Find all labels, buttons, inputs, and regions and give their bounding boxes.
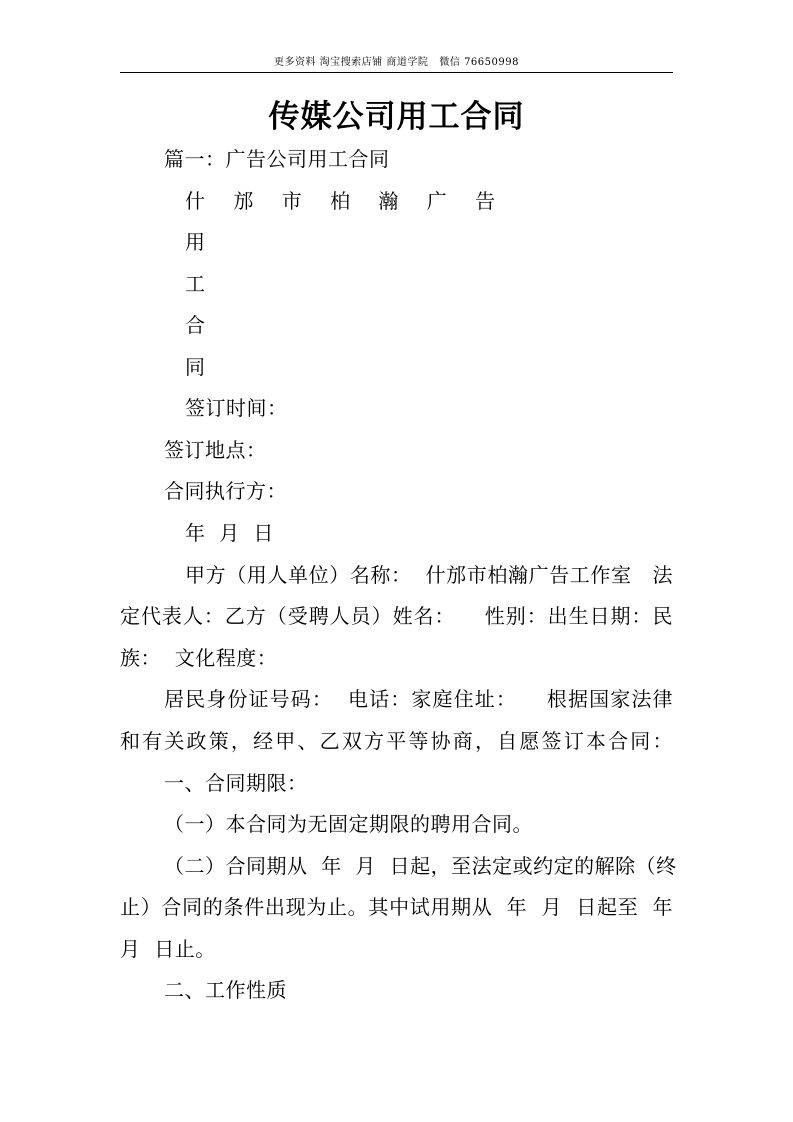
page-header: 更多资料 淘宝搜索店铺 商道学院 微信 76650998 xyxy=(274,57,519,68)
body-line: 居民身份证号码： 电话：家庭住址： 根据国家法律 xyxy=(164,687,673,711)
body-line: 月 日止。 xyxy=(120,937,216,961)
body-line: 用 xyxy=(185,230,206,254)
body-line: 什 邡 市 柏 瀚 广 告 xyxy=(185,189,507,213)
body-line: 定代表人：乙方（受聘人员）姓名： 性别：出生日期：民 xyxy=(120,604,673,628)
body-line: 甲方（用人单位）名称： 什邡市柏瀚广告工作室 法 xyxy=(185,563,673,587)
body-line: 工 xyxy=(185,272,206,296)
header-divider xyxy=(120,72,673,73)
body-line: 同 xyxy=(185,355,206,379)
body-line: （二）合同期从 年 月 日起，至法定或约定的解除（终 xyxy=(164,854,677,878)
body-line: 和有关政策，经甲、乙双方平等协商，自愿签订本合同： xyxy=(120,729,673,753)
section-heading: 一、合同期限： xyxy=(164,771,308,795)
section-heading: 二、工作性质 xyxy=(164,978,287,1002)
body-line: 止）合同的条件出现为止。其中试用期从 年 月 日起至 年 xyxy=(120,895,673,919)
body-line: （一）本合同为无固定期限的聘用合同。 xyxy=(164,812,533,836)
body-line: 签订时间： xyxy=(185,396,288,420)
body-line: 签订地点： xyxy=(164,438,267,462)
body-line: 年 月 日 xyxy=(185,521,274,545)
body-line: 合同执行方： xyxy=(164,479,287,503)
document-title: 传媒公司用工合同 xyxy=(268,99,525,135)
body-line: 合 xyxy=(185,313,206,337)
section-heading: 篇一：广告公司用工合同 xyxy=(164,147,390,171)
body-line: 族： 文化程度： xyxy=(120,646,278,670)
